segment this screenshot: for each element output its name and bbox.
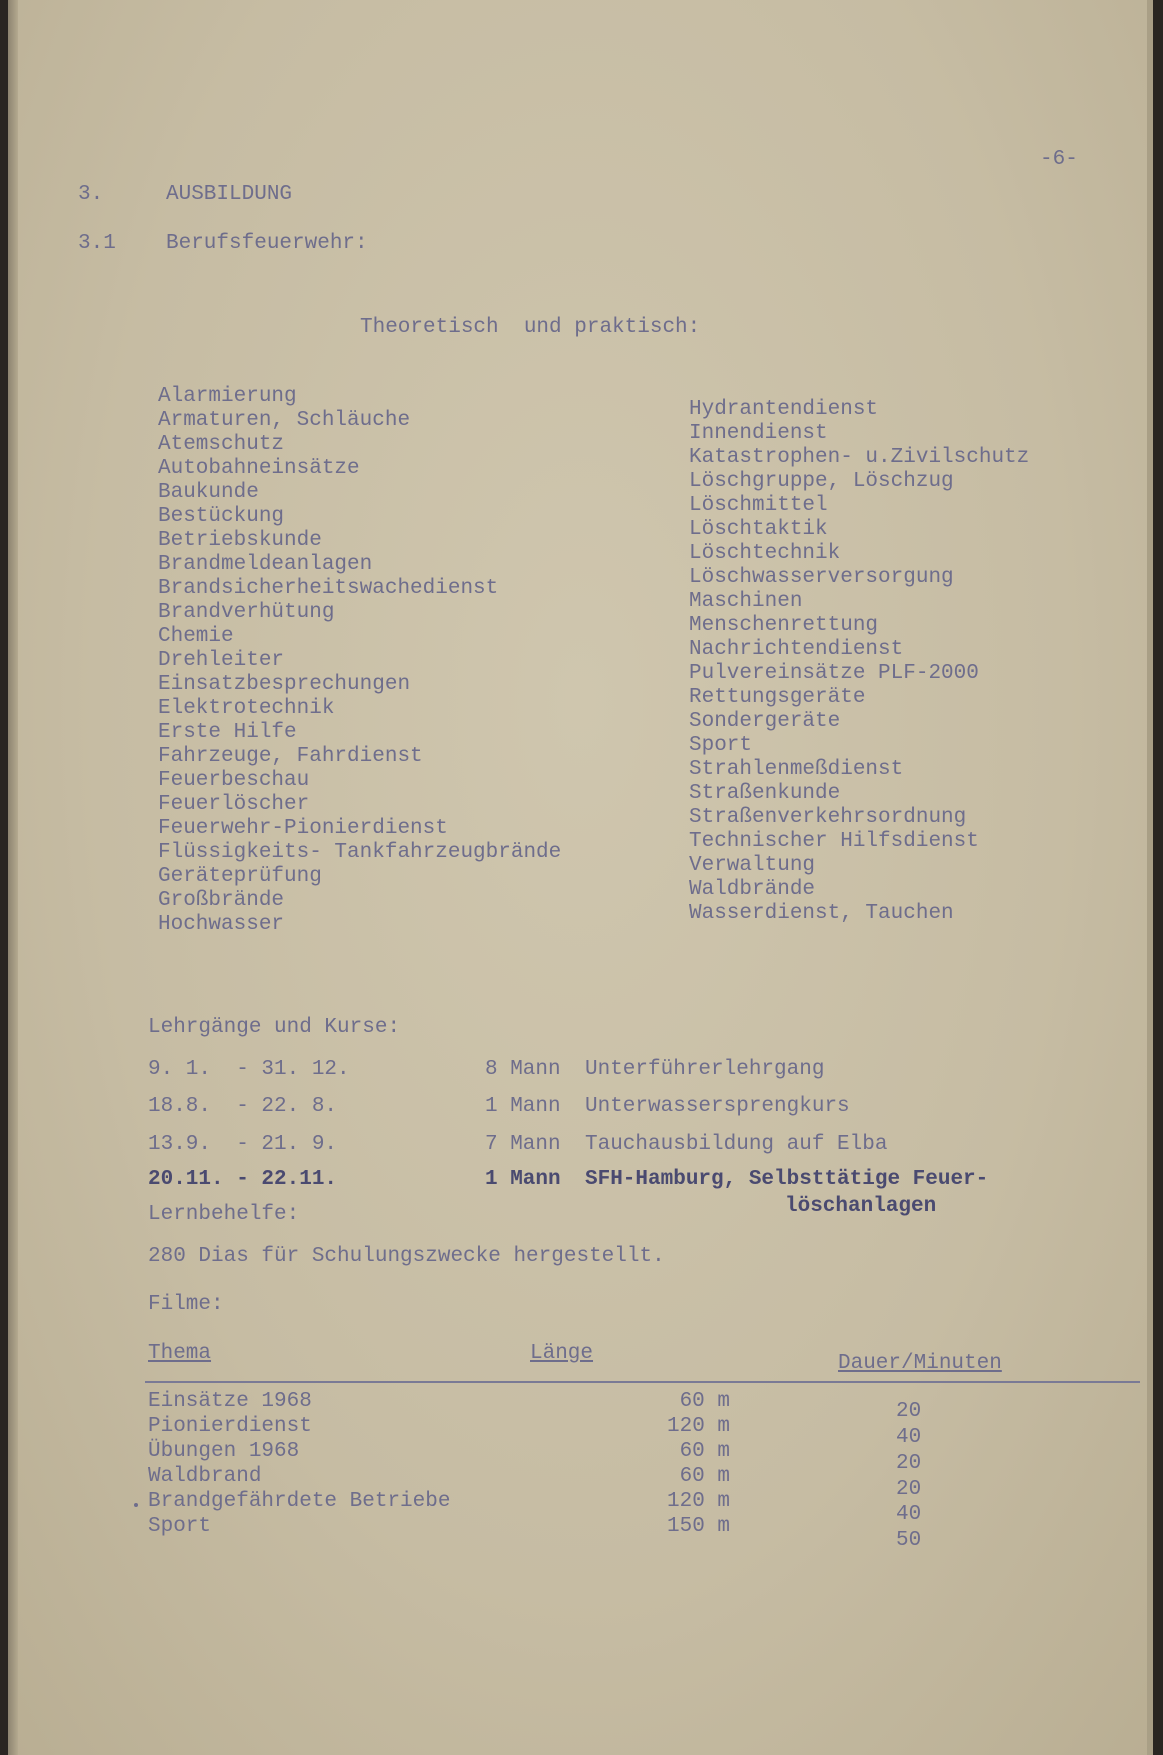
- page-binding-edge: [8, 0, 18, 1755]
- list-item: Einsatzbesprechungen: [158, 673, 411, 696]
- films-header-rule: [145, 1381, 1140, 1383]
- list-item: Atemschutz: [158, 433, 285, 456]
- list-item: Großbrände: [158, 889, 285, 912]
- subsection-number: 3.1: [78, 232, 116, 255]
- film-duration: 20: [896, 1478, 922, 1501]
- list-item: Straßenkunde: [689, 782, 841, 805]
- list-item: Geräteprüfung: [158, 865, 322, 888]
- list-item: Wasserdienst, Tauchen: [689, 902, 954, 925]
- list-item: Bestückung: [158, 505, 285, 528]
- course-count: 7 Mann: [485, 1133, 561, 1156]
- course-name: Tauchausbildung auf Elba: [585, 1133, 888, 1156]
- course-dates: 13.9. - 21. 9.: [148, 1133, 338, 1156]
- films-heading: Filme:: [148, 1293, 224, 1316]
- list-item: Sondergeräte: [689, 710, 841, 733]
- films-col-theme: Thema: [148, 1342, 212, 1365]
- aids-text: 280 Dias für Schulungszwecke hergestellt.: [148, 1245, 665, 1268]
- list-item: Elektrotechnik: [158, 697, 335, 720]
- list-item: Drehleiter: [158, 649, 285, 672]
- course-dates: 9. 1. - 31. 12.: [148, 1058, 350, 1081]
- subsection-title: Berufsfeuerwehr:: [166, 232, 368, 255]
- list-item: Löschwasserversorgung: [689, 566, 954, 589]
- aids-heading: Lernbehelfe:: [148, 1203, 300, 1226]
- list-item: Löschtechnik: [689, 542, 841, 565]
- course-name: Unterwassersprengkurs: [585, 1095, 850, 1118]
- section-number: 3.: [78, 183, 104, 206]
- course-count: 1 Mann: [485, 1168, 561, 1191]
- list-item: Autobahneinsätze: [158, 457, 360, 480]
- topics-left-list: [158, 385, 561, 937]
- theory-heading: Theoretisch und praktisch:: [360, 316, 701, 339]
- list-item: Nachrichtendienst: [689, 638, 904, 661]
- page-right-edge: [1147, 0, 1153, 1755]
- course-count: 8 Mann: [485, 1058, 561, 1081]
- list-item: Brandverhütung: [158, 601, 335, 624]
- film-length: 60 m: [679, 1390, 730, 1413]
- course-dates: 18.8. - 22. 8.: [148, 1095, 338, 1118]
- list-item: Flüssigkeits- Tankfahrzeugbrände: [158, 841, 562, 864]
- film-duration: 50: [896, 1529, 922, 1552]
- list-item: Verwaltung: [689, 854, 816, 877]
- film-duration: 40: [896, 1426, 922, 1449]
- list-item: Feuerbeschau: [158, 769, 310, 792]
- list-item: Straßenverkehrsordnung: [689, 806, 967, 829]
- page-number: -6-: [1040, 148, 1078, 171]
- film-theme: Sport: [148, 1515, 212, 1538]
- list-item: Alarmierung: [158, 385, 297, 408]
- list-item: Armaturen, Schläuche: [158, 409, 411, 432]
- list-item: Feuerlöscher: [158, 793, 310, 816]
- list-item: Menschenrettung: [689, 614, 879, 637]
- film-theme: Brandgefährdete Betriebe: [148, 1490, 451, 1513]
- list-item: Maschinen: [689, 590, 803, 613]
- film-duration: 20: [896, 1400, 922, 1423]
- course-count: 1 Mann: [485, 1095, 561, 1118]
- courses-heading: Lehrgänge und Kurse:: [148, 1016, 401, 1039]
- film-theme: Waldbrand: [148, 1465, 262, 1488]
- topics-right-list: [689, 398, 1029, 926]
- list-item: Strahlenmeßdienst: [689, 758, 904, 781]
- list-item: Betriebskunde: [158, 529, 322, 552]
- film-duration: 20: [896, 1452, 922, 1475]
- list-item: Katastrophen- u.Zivilschutz: [689, 446, 1030, 469]
- film-length: 120 m: [666, 1490, 730, 1513]
- film-duration: 40: [896, 1503, 922, 1526]
- list-item: Hochwasser: [158, 913, 285, 936]
- films-col-length: Länge: [530, 1342, 594, 1365]
- list-item: Feuerwehr-Pionierdienst: [158, 817, 448, 840]
- films-col-duration: Dauer/Minuten: [838, 1352, 1002, 1375]
- document-page: [8, 0, 1153, 1755]
- list-item: Löschtaktik: [689, 518, 828, 541]
- list-item: Erste Hilfe: [158, 721, 297, 744]
- bullet-mark: [134, 1503, 138, 1507]
- list-item: Sport: [689, 734, 753, 757]
- film-length: 120 m: [666, 1415, 730, 1438]
- list-item: Fahrzeuge, Fahrdienst: [158, 745, 423, 768]
- list-item: Hydrantendienst: [689, 398, 879, 421]
- course-name: SFH-Hamburg, Selbsttätige Feuer-: [585, 1168, 989, 1191]
- section-title: AUSBILDUNG: [166, 183, 293, 206]
- film-length: 60 m: [679, 1440, 730, 1463]
- list-item: Brandsicherheitswachedienst: [158, 577, 499, 600]
- list-item: Baukunde: [158, 481, 259, 504]
- list-item: Waldbrände: [689, 878, 816, 901]
- list-item: Löschmittel: [689, 494, 828, 517]
- film-length: 60 m: [679, 1465, 730, 1488]
- films-table: [148, 1390, 1128, 1550]
- list-item: Rettungsgeräte: [689, 686, 866, 709]
- list-item: Chemie: [158, 625, 234, 648]
- list-item: Pulvereinsätze PLF-2000: [689, 662, 979, 685]
- film-theme: Einsätze 1968: [148, 1390, 312, 1413]
- course-dates: 20.11. - 22.11.: [148, 1168, 338, 1191]
- list-item: Brandmeldeanlagen: [158, 553, 373, 576]
- list-item: Innendienst: [689, 422, 828, 445]
- course-name-continuation: löschanlagen: [785, 1195, 937, 1218]
- film-length: 150 m: [666, 1515, 730, 1538]
- list-item: Technischer Hilfsdienst: [689, 830, 979, 853]
- film-theme: Übungen 1968: [148, 1440, 300, 1463]
- course-name: Unterführerlehrgang: [585, 1058, 825, 1081]
- film-theme: Pionierdienst: [148, 1415, 312, 1438]
- list-item: Löschgruppe, Löschzug: [689, 470, 954, 493]
